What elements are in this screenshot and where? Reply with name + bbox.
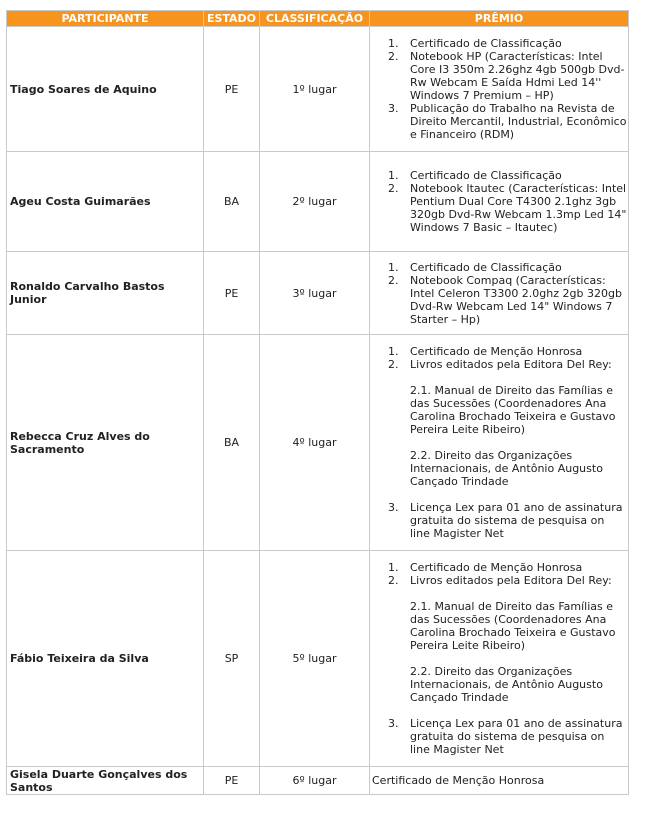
prize-text: Certificado de Classificação <box>410 37 562 50</box>
participant-place: 6º lugar <box>260 767 370 795</box>
prize-item-content <box>410 50 627 102</box>
prize-number: 3. <box>388 501 399 514</box>
prize-text: Publicação do Trabalho na Revista de Direito Mercantil, Industrial, Econômico e Financeiro (RDM) <box>410 102 627 141</box>
prize-list <box>372 169 627 234</box>
prize-number: 2. <box>388 182 399 195</box>
prize-text: Certificado de Classificação <box>410 169 562 182</box>
prize-cell <box>370 27 629 152</box>
prize-item <box>372 345 627 358</box>
prize-text: Livros editados pela Editora Del Rey: <box>410 574 612 587</box>
prize-item <box>372 561 627 574</box>
table-row <box>7 252 629 335</box>
prize-subitem: 2.1. Manual de Direito das Famílias e das Sucessões (Coordenadores Ana Carolina Brochado Teixeira e Gustavo Pereira Leite Ribeiro) <box>410 384 616 436</box>
header-state: ESTADO <box>204 11 260 27</box>
prize-number: 1. <box>388 37 399 50</box>
prize-spacer <box>372 488 627 501</box>
prize-number: 1. <box>388 561 399 574</box>
prize-item-content <box>410 102 627 141</box>
prize-text: Licença Lex para 01 ano de assinatura gratuita do sistema de pesquisa on line Magister Net <box>410 501 623 540</box>
prize-text: Notebook Itautec (Características: Intel Pentium Dual Core T4300 2.1ghz 3gb 320gb Dvd-Rw Webcam 1.3mp Led 14" Windows 7 Basic – Itautec) <box>410 182 627 234</box>
header-row <box>7 11 629 27</box>
prize-number: 1. <box>388 260 399 274</box>
prize-item-content <box>410 561 627 574</box>
prize-subitem: 2.2. Direito das Organizações Internacionais, de Antônio Augusto Cançado Trindade <box>410 449 603 488</box>
prize-item <box>372 182 627 234</box>
prize-item-content <box>410 345 627 358</box>
prize-item <box>372 102 627 141</box>
participant-state: PE <box>204 767 260 795</box>
participant-place: 3º lugar <box>260 252 370 335</box>
table-row <box>7 551 629 767</box>
prize-list <box>372 261 627 326</box>
participant-place: 4º lugar <box>260 335 370 551</box>
participant-place: 2º lugar <box>260 152 370 252</box>
prize-text: Certificado de Menção Honrosa <box>410 345 583 358</box>
table-row <box>7 152 629 252</box>
prize-item <box>372 261 627 274</box>
prize-item <box>372 37 627 50</box>
prize-item-content <box>410 169 627 182</box>
prize-number: 2. <box>388 273 399 287</box>
prize-number: 1. <box>388 345 399 358</box>
prize-subitem: 2.1. Manual de Direito das Famílias e das Sucessões (Coordenadores Ana Carolina Brochado Teixeira e Gustavo Pereira Leite Ribeiro) <box>410 600 616 652</box>
prize-text: Certificado de Menção Honrosa <box>410 561 583 574</box>
prize-item <box>372 169 627 182</box>
participant-name: Gisela Duarte Gonçalves dos Santos <box>7 767 204 795</box>
prize-text: Notebook Compaq (Características: Intel Celeron T3300 2.0ghz 2gb 320gb Dvd-Rw Webcam Led 14" Windows 7 Starter – Hp) <box>410 273 622 326</box>
prize-list <box>372 37 627 141</box>
prize-cell: Certificado de Menção Honrosa <box>370 767 629 795</box>
prize-text: Notebook HP (Características: Intel Core I3 350m 2.26ghz 4gb 500gb Dvd-Rw Webcam E Saída Hdmi Led 14'' Windows 7 Premium – HP) <box>410 50 625 102</box>
prize-subitem: 2.2. Direito das Organizações Internacionais, de Antônio Augusto Cançado Trindade <box>410 665 603 704</box>
prize-item <box>372 717 627 756</box>
prize-item <box>372 274 627 326</box>
prize-item <box>372 358 627 488</box>
table-row <box>7 767 629 795</box>
prize-list <box>372 561 627 756</box>
prize-list <box>372 345 627 540</box>
prize-cell <box>370 335 629 551</box>
results-table <box>6 10 629 795</box>
prize-item <box>372 574 627 704</box>
prize-item-content <box>410 574 627 704</box>
participant-state: BA <box>204 335 260 551</box>
participant-place: 5º lugar <box>260 551 370 767</box>
prize-spacer <box>372 704 627 717</box>
table-row <box>7 335 629 551</box>
participant-state: PE <box>204 27 260 152</box>
table-row <box>7 27 629 152</box>
prize-item-content <box>410 37 627 50</box>
participant-name: Rebecca Cruz Alves do Sacramento <box>7 335 204 551</box>
prize-number: 2. <box>388 50 399 63</box>
prize-item-content <box>410 274 627 326</box>
header-prize: PRÊMIO <box>370 11 629 27</box>
prize-cell <box>370 152 629 252</box>
participant-state: BA <box>204 152 260 252</box>
prize-item-content <box>410 358 627 488</box>
prize-text: Licença Lex para 01 ano de assinatura gratuita do sistema de pesquisa on line Magister Net <box>410 717 623 756</box>
participant-name: Tiago Soares de Aquino <box>7 27 204 152</box>
prize-number: 2. <box>388 358 399 371</box>
prize-item-content <box>410 717 627 756</box>
participant-name: Ronaldo Carvalho Bastos Junior <box>7 252 204 335</box>
prize-number: 2. <box>388 574 399 587</box>
prize-number: 1. <box>388 169 399 182</box>
participant-state: PE <box>204 252 260 335</box>
prize-number: 3. <box>388 717 399 730</box>
participant-name: Fábio Teixeira da Silva <box>7 551 204 767</box>
prize-item-content <box>410 261 627 274</box>
participant-state: SP <box>204 551 260 767</box>
prize-cell <box>370 551 629 767</box>
prize-item <box>372 501 627 540</box>
prize-item-content <box>410 501 627 540</box>
prize-number: 3. <box>388 102 399 115</box>
header-participant: PARTICIPANTE <box>7 11 204 27</box>
prize-text: Livros editados pela Editora Del Rey: <box>410 358 612 371</box>
prize-text: Certificado de Classificação <box>410 260 562 274</box>
prize-cell <box>370 252 629 335</box>
participant-name: Ageu Costa Guimarães <box>7 152 204 252</box>
prize-item <box>372 50 627 102</box>
prize-item-content <box>410 182 627 234</box>
participant-place: 1º lugar <box>260 27 370 152</box>
header-classification: CLASSIFICAÇÃO <box>260 11 370 27</box>
